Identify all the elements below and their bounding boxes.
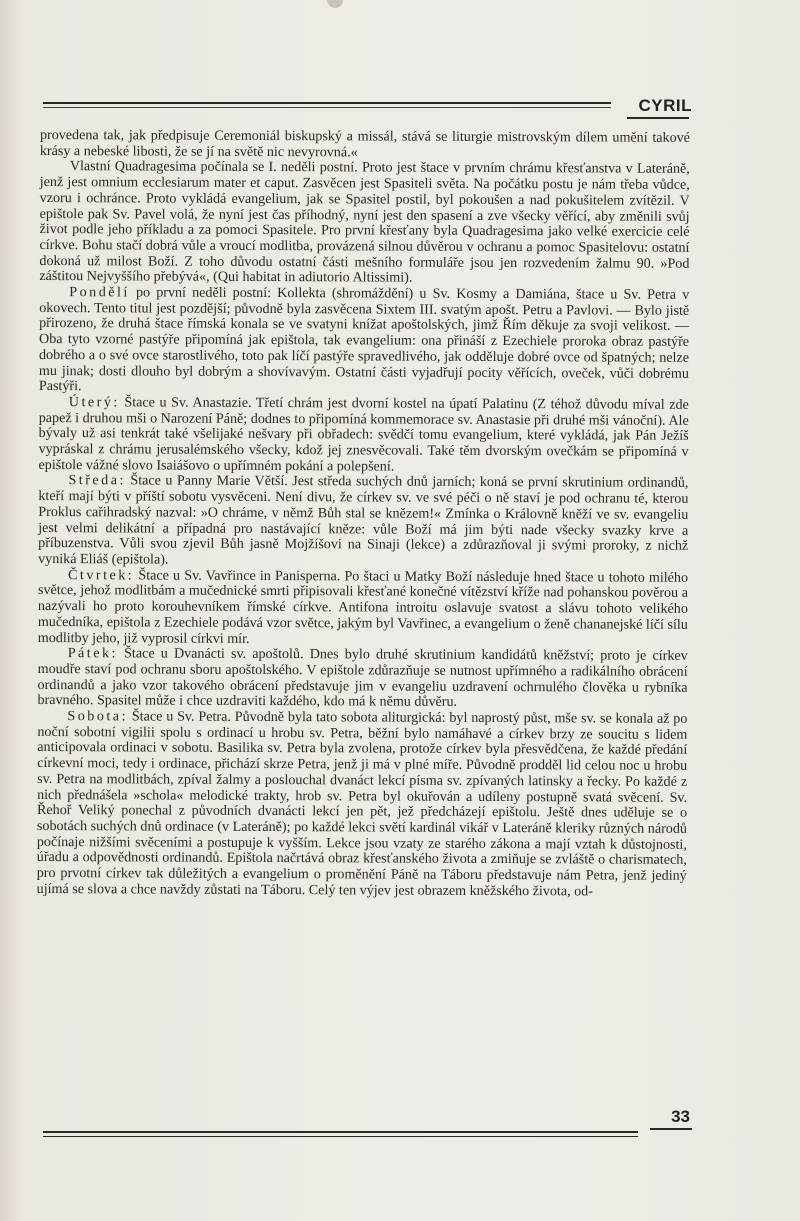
paragraph-tuesday-text: Štace u Sv. Anastazie. Třetí chrám jest dvorní kostel na úpatí Palatinu (Z téhož důvodu míval zde papež i druhou mši o Narození Páně; dodnes to připomíná kommemorace sv. Anastasie při druhé mši vánoční). Ale bývaly už asi tenkrát také všelijaké nešvary při obřadech: svědčí tomu evangelium, které vykládá, jak Pán Ježíš vypráskal z chrámu jerusalémského všecky, kdož jej znesvěcovali. Také těm dvorským ovečkám se připomíná v epištole vážné slovo Isaiášovo o upřímném pokání a polepšení. bbox=[38, 394, 689, 475]
paragraph-friday-text: Štace u Dvanácti sv. apoštolů. Dnes bylo druhé skrutinium kandidátů kněžství; proto je církev moudře staví pod ochranu sboru apoštolského. V epištole zdůrazňuje se nutnost upřímného a radikálního obrácení ordinandů a jako vzor takového obrácení představuje jim v evangeliu uzdravení ochrnulého člověka u rybníka bravného. Spasitel může i chce uzdraviti každého, kdo má k němu důvěru. bbox=[37, 645, 688, 711]
paragraph-wednesday bbox=[38, 473, 688, 570]
header-rule bbox=[43, 102, 611, 104]
paragraph-tuesday bbox=[38, 395, 688, 476]
day-label-thursday: Čtvrtek: bbox=[68, 566, 135, 584]
page-number-underline bbox=[650, 1128, 692, 1130]
paragraph-intro: provedena tak, jak předpisuje Ceremoniál biskupský a missál, stává se liturgie mistrovským dílem umění takové krásy a nebeské libosti, že se jí na světě nic nevyrovná.« bbox=[39, 127, 690, 161]
paragraph-friday bbox=[37, 646, 687, 712]
day-label-wednesday: Středa: bbox=[68, 472, 126, 489]
footer-rule bbox=[43, 1131, 638, 1133]
running-head-underline bbox=[627, 117, 689, 119]
paragraph-first-sunday: Vlastní Quadragesima počínala se I. neděli postní. Proto jest štace v prvním chrámu křesťanstva v Lateráně, jenž jest omnium ecclesiarum mater et caput. Zasvěcen jest Spasiteli světa. Na počátku postu je nám třeba vůdce, vzoru i ochránce. Proto vykládá evangelium, jak se Spasitel postil, byl pokoušen a nad pokušitelem zvítězil. V epištole pak Sv. Pavel volá, že nyní jest čas příhodný, nyní jest den spasení a zve všecky věřící, aby změnili svůj život podle jeho příkladu a za pomoci Spasitele. Pro první křesťany byla Quadragesima jako velké exercicie celé církve. Bohu stačí dobrá vůle a vroucí modlitba, provázená silnou důvěrou v ochranu a pomoc Spasitelovu: ostatní dokoná už milost Boží. Z toho důvodu ostatní části mešního formuláře jsou jen rozvedením žalmu 90. »Pod záštitou Nejvyššího přebývá«, (Qui habitat in adiutorio Altissimi). bbox=[39, 158, 690, 286]
header-rule-thin bbox=[43, 107, 611, 108]
day-label-friday: Pátek: bbox=[67, 645, 118, 662]
day-label-monday: Pondělí bbox=[69, 284, 130, 301]
paragraph-monday-text: po první neděli postní: Kollekta (shromáždění) u Sv. Kosmy a Damiána, štace u Sv. Petra v okovech. Tento titul jest pozdější; původně byla zasvěcena Sixtem III. svatým apošt. Petru a Pavlovi. — Bylo jistě přirozeno, že druhá štace římská konala se ve svatyni knížat apoštolských, jimž Řím děkuje za svoji velikost. — Oba tyto vzorné pastýře připomíná jak epištola, tak evangelium: ona přináší z Ezechiele proroka obraz pastýře dobrého a o své ovce starostlivého, toto pak líčí pastýře spravedlivého, jak odděluje dobré ovce od špatných; nelze mu jinak; dosti dlouho byl dobrým a shovívavým. Ostatní části vyjadřují pocity věřících, oveček, vůči dobrému Pastýři. bbox=[38, 284, 690, 395]
paragraph-saturday-text: Štace u Sv. Petra. Původně byla tato sobota aliturgická: byl naprostý půst, mše sv. se konala až po noční sobotní vigilii spolu s ordinací u hrobu sv. Petra, běžní bylo namáhavé a církev brzy ze soucitu s lidem anticipovala ordinaci v sobotu. Basilika sv. Petra byla zvolena, protože církev byla přesvědčena, že každé předání církevní moci, tedy i ordinace, přichází skrze Petra, jenž ji má v plné míře. Původně prodděl lid celou noc u hrobu sv. Petra na modlitbách, zpíval žalmy a poslouchal dvanáct lekcí písma sv. zpívaných latinsky a řecky. Po každé z nich přednášela »schola« melodické trakty, hrob sv. Petra byl okuřován a udíleny postupně svatá svěcení. Sv. Řehoř Veliký ponechal z původních dvanácti lekcí jen pět, jež předcházejí epištolu. Ještě dnes uděluje se o sobotách suchých dnů ordinace (v Lateráně); po každé lekci světí kardinál vikář v Lateráně kleriky různých národů počínaje nižšími svěceními a postupuje k vyšším. Lekce jsou vzaty ze starého zákona a mají vztah k důstojnosti, úřadu a odpovědnosti ordinandů. Epištola načrtává obraz křesťanského života a zmiňuje se zvláště o charismatech, pro prvotní církev tak důležitých a evangelium o proměnění Páně na Táboru představuje nám Petra, jenž jediný ujímá se slova a chce navždy zůstati na Táboru. Celý ten výjev jest obrazem kněžského života, od- bbox=[36, 708, 688, 900]
day-label-saturday: Sobota: bbox=[67, 708, 129, 725]
paragraph-monday bbox=[39, 285, 689, 398]
running-head: CYRIL bbox=[638, 96, 692, 115]
paragraph-thursday bbox=[38, 568, 688, 649]
footer-rule-thin bbox=[43, 1136, 638, 1137]
paragraph-saturday bbox=[37, 709, 688, 900]
page-number: 33 bbox=[671, 1107, 690, 1126]
body-text bbox=[37, 128, 690, 900]
day-label-tuesday: Úterý: bbox=[68, 394, 120, 411]
paragraph-thursday-text: Štace u Sv. Vavřince in Panisperna. Po štaci u Matky Boží následuje hned štace u tohoto milého světce, jehož modlitbám a mučednické smrti připisovali křesťané konečné vítězství kříže nad pohanskou pověrou a nazývali ho proto korouhevníkem římské církve. Antifona introitu oslavuje svatost a slávu tohoto velikého mučedníka, epištola z Ezechiele podává vzor světce, jakým byl Vavřinec, a evangelium o ženě chananejské líčí sílu modlitby jeho, již vyprosil církvi mír. bbox=[37, 567, 689, 647]
paragraph-wednesday-text: Štace u Panny Marie Větší. Jest středa suchých dnů jarních; koná se první skrutinium ordinandů, kteří mají býti v příští sobotu vysvěceni. Není divu, že církev sv. ve své péči o ně staví je pod ochranu té, kterou Proklus cařihradský nazval: »O chráme, v němž Bůh stal se knězem!« Zmínka o Královně kněží ve sv. evangeliu jest velmi delikátní a případná pro nastávající kněze: vůle Boží má jim býti nade všecky svazky krve a příbuzenstva. Vůli svou zjevil Bůh jasně Mojžíšovi na Sinaji (lekce) a zdůrazňoval ji svými proroky, z nichž vyniká Eliáš (epištola). bbox=[38, 472, 689, 568]
punch-hole bbox=[327, 0, 343, 8]
